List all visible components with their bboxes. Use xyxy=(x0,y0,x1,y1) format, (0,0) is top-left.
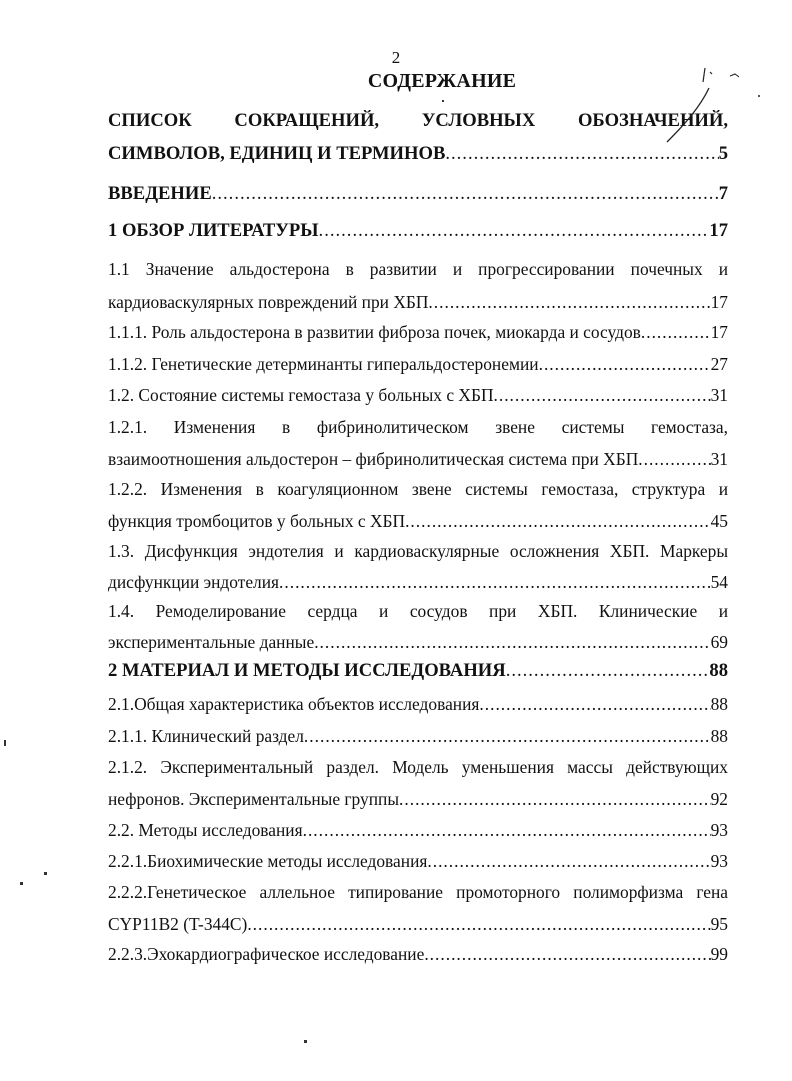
toc-page-number: 54 xyxy=(710,572,728,592)
toc-title: СОДЕРЖАНИЕ xyxy=(367,70,517,92)
toc-dot-leader xyxy=(539,354,711,375)
toc-entry-title: 2 МАТЕРИАЛ И МЕТОДЫ ИССЛЕДОВАНИЯ xyxy=(108,660,506,681)
toc-entry-line xyxy=(108,511,728,532)
toc-entry-line xyxy=(108,143,728,165)
toc-dot-leader xyxy=(405,511,711,532)
toc-entry-title: 2.2.3.Эхокардиографическое исследование xyxy=(108,944,425,964)
toc-entry-line xyxy=(108,694,728,715)
toc-entry-line xyxy=(108,183,728,205)
toc-entry-line xyxy=(108,820,728,841)
scan-speck xyxy=(304,1040,307,1043)
page-number: 2 xyxy=(391,48,401,67)
toc-entry-title: нефронов. Экспериментальные группы xyxy=(108,789,400,809)
scan-pen-stroke xyxy=(655,62,765,152)
toc-page-number: 69 xyxy=(710,632,728,652)
toc-entry-line: 1.4. Ремоделирование сердца и сосудов при ХБП. Клинические и xyxy=(108,601,728,621)
toc-dot-leader xyxy=(638,449,710,470)
toc-page-number: 27 xyxy=(710,354,728,374)
toc-page-number: 99 xyxy=(710,944,728,964)
toc-entry-line xyxy=(108,944,728,965)
toc-entry-title: 2.2. Методы исследования xyxy=(108,820,303,840)
scan-speck xyxy=(4,740,6,746)
toc-entry-line xyxy=(108,789,728,810)
toc-entry-line: 1.2.2. Изменения в коагуляционном звене системы гемостаза, структура и xyxy=(108,479,728,499)
toc-dot-leader xyxy=(479,694,710,715)
toc-entry-title: 2.1.1. Клинический раздел xyxy=(108,726,304,746)
scan-speck xyxy=(442,100,444,102)
toc-entry-title: экспериментальные данные xyxy=(108,632,315,652)
toc-page-number: 88 xyxy=(710,694,728,714)
toc-page-number: 31 xyxy=(710,449,728,469)
toc-dot-leader xyxy=(212,183,719,205)
toc-entry-line xyxy=(108,660,728,682)
toc-entry-line: 1.3. Дисфункция эндотелия и кардиоваскулярные осложнения ХБП. Маркеры xyxy=(108,541,728,561)
toc-entry-title: функция тромбоцитов у больных с ХБП xyxy=(108,511,406,531)
toc-entry-title: СИМВОЛОВ, ЕДИНИЦ И ТЕРМИНОВ xyxy=(108,143,446,164)
toc-entry-line: СПИСОК СОКРАЩЕНИЙ, УСЛОВНЫХ ОБОЗНАЧЕНИЙ, xyxy=(108,110,728,131)
toc-entry-title: 1.2. Состояние системы гемостаза у больных с ХБП xyxy=(108,385,494,405)
toc-dot-leader xyxy=(319,220,710,242)
toc-dot-leader xyxy=(303,820,711,841)
toc-entry-line xyxy=(108,385,728,406)
toc-entry-line: 2.1.2. Экспериментальный раздел. Модель уменьшения массы действующих xyxy=(108,757,728,777)
toc-page-number: 7 xyxy=(718,183,728,204)
toc-page-number: 17 xyxy=(710,322,728,342)
toc-entry-title: CYP11B2 (T-344C) xyxy=(108,914,248,934)
toc-entry-line xyxy=(108,354,728,375)
toc-page-number: 17 xyxy=(710,292,728,312)
toc-entry-line xyxy=(108,914,728,935)
toc-page-number: 88 xyxy=(709,660,728,681)
toc-dot-leader xyxy=(424,944,710,965)
toc-dot-leader xyxy=(304,726,711,747)
toc-entry-title: 1 ОБЗОР ЛИТЕРАТУРЫ xyxy=(108,220,319,241)
toc-dot-leader xyxy=(427,851,710,872)
toc-page-number: 31 xyxy=(710,385,728,405)
toc-entry-line xyxy=(108,726,728,747)
toc-dot-leader xyxy=(428,292,710,313)
toc-dot-leader xyxy=(399,789,711,810)
toc-page-number: 93 xyxy=(710,851,728,871)
toc-dot-leader xyxy=(506,660,710,682)
toc-entry-line xyxy=(108,851,728,872)
toc-entry-line xyxy=(108,632,728,653)
toc-dot-leader xyxy=(641,322,711,343)
toc-page-number: 95 xyxy=(710,914,728,934)
toc-entry-title: 1.1.2. Генетические детерминанты гиперальдостеронемии xyxy=(108,354,539,374)
toc-dot-leader xyxy=(314,632,710,653)
toc-dot-leader xyxy=(247,914,710,935)
toc-entry-title: 1.1.1. Роль альдостерона в развитии фиброза почек, миокарда и сосудов xyxy=(108,322,641,342)
toc-page-number: 5 xyxy=(718,143,728,164)
toc-entry-line xyxy=(108,292,728,313)
toc-entry-line xyxy=(108,220,728,242)
toc-entry-title: кардиоваскулярных повреждений при ХБП xyxy=(108,292,429,312)
toc-entry-line xyxy=(108,322,728,343)
toc-page-number: 88 xyxy=(710,726,728,746)
toc-entry-line: 1.1 Значение альдостерона в развитии и прогрессировании почечных и xyxy=(108,259,728,279)
toc-entry-line xyxy=(108,449,728,470)
toc-page-number: 93 xyxy=(710,820,728,840)
toc-entry-title: 2.2.1.Биохимические методы исследования xyxy=(108,851,428,871)
scan-speck xyxy=(20,882,23,885)
toc-page-number: 92 xyxy=(710,789,728,809)
toc-dot-leader xyxy=(494,385,711,406)
toc-entry-title: ВВЕДЕНИЕ xyxy=(108,183,212,204)
toc-entry-title: дисфункции эндотелия xyxy=(108,572,280,592)
toc-entry-line: 2.2.2.Генетическое аллельное типирование промоторного полиморфизма гена xyxy=(108,882,728,902)
toc-entry-title: взаимоотношения альдостерон – фибринолитическая система при ХБП xyxy=(108,449,639,469)
toc-entry-title: 2.1.Общая характеристика объектов исследования xyxy=(108,694,480,714)
scan-speck xyxy=(44,872,47,875)
toc-entry-line xyxy=(108,572,728,593)
toc-dot-leader xyxy=(279,572,711,593)
toc-entry-line: 1.2.1. Изменения в фибринолитическом звене системы гемостаза, xyxy=(108,417,728,437)
toc-page-number: 17 xyxy=(709,220,728,241)
toc-page-number: 45 xyxy=(710,511,728,531)
